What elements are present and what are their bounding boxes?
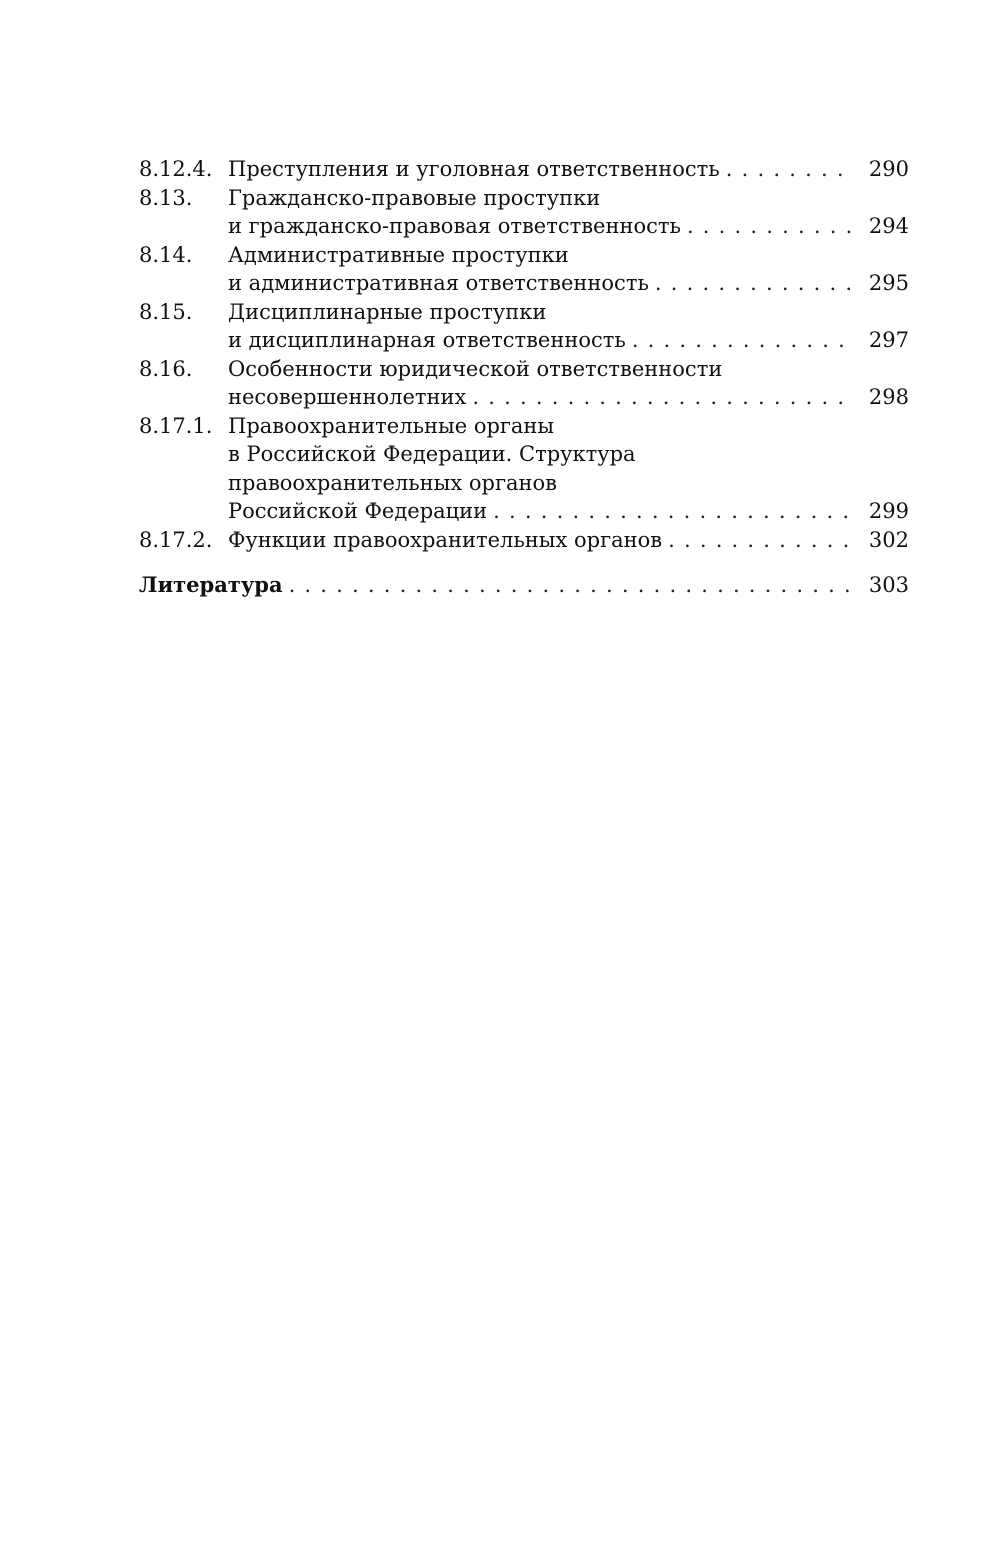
toc-entry-title: и административная ответственность <box>228 271 649 295</box>
toc-page-number: 302 <box>868 527 909 552</box>
dot-leader <box>662 526 851 555</box>
toc-page-number: 290 <box>868 157 909 181</box>
toc-entry-title-line: Дисциплинарные проступки <box>228 299 547 324</box>
toc-page-number: 295 <box>868 271 909 295</box>
dot-leader <box>466 383 851 412</box>
toc-entry-8-14[interactable] <box>139 241 909 298</box>
toc-entry-number: 8.12.4. <box>139 157 213 181</box>
dot-leader <box>720 155 851 184</box>
toc-entry-title: и гражданско-правовая ответственность <box>228 214 681 238</box>
toc-entry-title-line: правоохранительных органов <box>228 470 557 495</box>
toc-page-number: 303 <box>868 573 909 597</box>
toc-entry-title-line: Административные проступки <box>228 242 569 267</box>
dot-leader <box>649 269 851 298</box>
toc-entry-title-line: Правоохранительные органы <box>228 413 555 438</box>
toc-entry-title: Литература <box>139 572 283 597</box>
toc-entry-title-line: Особенности юридической ответственности <box>228 356 723 381</box>
toc-entry-number: 8.14. <box>139 242 193 267</box>
toc-entry-literature[interactable] <box>139 571 909 600</box>
toc-entry-8-17-1[interactable] <box>139 412 909 526</box>
dot-leader <box>681 212 851 241</box>
toc-page-number: 294 <box>868 214 909 238</box>
table-of-contents <box>139 155 909 600</box>
toc-entry-8-13[interactable] <box>139 184 909 241</box>
toc-entry-number: 8.17.1. <box>139 413 213 438</box>
toc-entry-title-line: Гражданско-правовые проступки <box>228 185 601 210</box>
toc-entry-title: Функции правоохранительных органов <box>228 527 663 552</box>
dot-leader <box>487 497 851 526</box>
toc-entry-number: 8.16. <box>139 356 193 381</box>
toc-entry-title-line: в Российской Федерации. Структура <box>228 442 636 466</box>
toc-entry-title: и дисциплинарная ответственность <box>228 328 626 352</box>
dot-leader <box>283 571 851 600</box>
toc-entry-number: 8.17.2. <box>139 527 213 552</box>
toc-entry-8-15[interactable] <box>139 298 909 355</box>
toc-entry-number: 8.13. <box>139 185 193 210</box>
toc-entry-8-16[interactable] <box>139 355 909 412</box>
toc-entry-title: Российской Федерации <box>228 499 488 523</box>
toc-page-number: 299 <box>868 499 909 523</box>
toc-page-number: 298 <box>868 385 909 409</box>
toc-page-number: 297 <box>868 328 909 352</box>
dot-leader <box>626 326 851 355</box>
toc-entry-title: несовершеннолетних <box>228 385 467 409</box>
toc-entry-8-12-4[interactable] <box>139 155 909 184</box>
toc-entry-title: Преступления и уголовная ответственность <box>228 157 720 181</box>
toc-entry-8-17-2[interactable] <box>139 526 909 555</box>
toc-entry-number: 8.15. <box>139 299 193 324</box>
